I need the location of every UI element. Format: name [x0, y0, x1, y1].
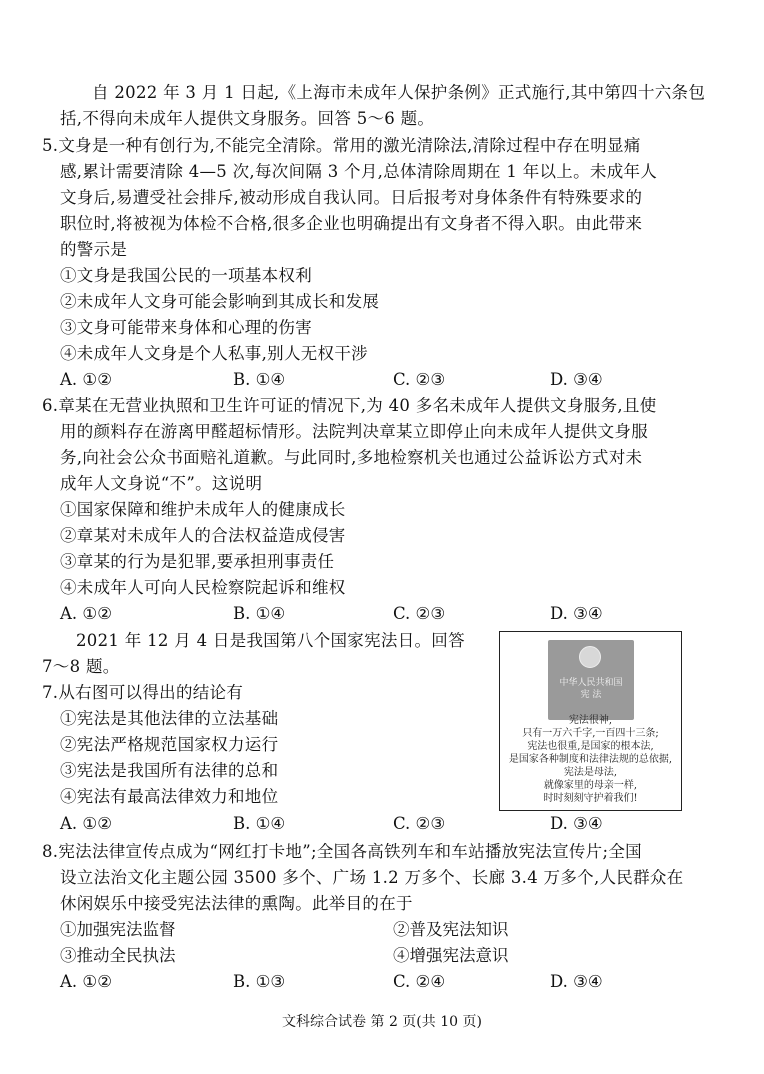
q7-item: ②宪法严格规范国家权力运行	[60, 735, 279, 754]
q5-item: ①文身是我国公民的一项基本权利	[60, 266, 312, 285]
q6-options	[0, 601, 764, 627]
q5-item: ②未成年人文身可能会影响到其成长和发展	[60, 292, 380, 311]
q5-option-b[interactable]: B. ①④	[233, 370, 286, 389]
intro-7-8-line-1: 2021 年 12 月 4 日是我国第八个国家宪法日。回答	[76, 631, 465, 650]
q6-stem-line: 6.章某在无营业执照和卫生许可证的情况下,为 40 多名未成年人提供文身服务,且使	[42, 396, 657, 415]
q6-option-a[interactable]: A. ①②	[60, 604, 112, 623]
q8-option-a[interactable]: A. ①②	[60, 972, 112, 991]
intro-5-6-line-1: 自 2022 年 3 月 1 日起,《上海市未成年人保护条例》正式施行,其中第四十六条包	[92, 83, 706, 102]
intro-5-6-line-2: 括,不得向未成年人提供文身服务。回答 5～6 题。	[60, 109, 435, 128]
figure-text-line: 就像家里的母亲一样,	[543, 780, 638, 791]
q5-stem-line: 5.文身是一种有创行为,不能完全清除。常用的激光清除法,清除过程中存在明显痛	[42, 136, 641, 155]
q6-option-c[interactable]: C. ②③	[393, 604, 446, 623]
figure-text-line: 只有一万六千字,一百四十三条;	[522, 728, 659, 739]
q5-stem-line: 的警示是	[60, 240, 128, 259]
q8-option-b[interactable]: B. ①③	[233, 972, 286, 991]
q6-stem-line: 用的颜料存在游离甲醛超标情形。法院判决章某立即停止向未成年人提供文身服	[60, 422, 648, 441]
constitution-book-cover	[548, 640, 634, 720]
book-subtitle: 宪 法	[580, 690, 602, 700]
q8-options	[0, 969, 764, 995]
q6-option-d[interactable]: D. ③④	[550, 604, 603, 623]
q5-stem-line: 感,累计需要清除 4—5 次,每次间隔 3 个月,总体清除周期在 1 年以上。未成年人	[60, 162, 658, 181]
q5-item: ④未成年人文身是个人私事,别人无权干涉	[60, 344, 368, 363]
q6-item: ①国家保障和维护未成年人的健康成长	[60, 500, 346, 519]
q7-item: ①宪法是其他法律的立法基础	[60, 709, 279, 728]
q5-item: ③文身可能带来身体和心理的伤害	[60, 318, 312, 337]
q8-option-c[interactable]: C. ②④	[393, 972, 446, 991]
q6-option-b[interactable]: B. ①④	[233, 604, 286, 623]
figure-text-line: 宪法也很重,是国家的根本法,	[527, 741, 654, 752]
figure-text-line: 时时刻刻守护着我们!	[543, 793, 638, 804]
figure-text-line: 是国家各种制度和法律法规的总依据,	[508, 754, 673, 765]
q5-option-c[interactable]: C. ②③	[393, 370, 446, 389]
figure-text-line: 宪法很神,	[568, 715, 613, 726]
q7-item: ③宪法是我国所有法律的总和	[60, 761, 279, 780]
q7-item: ④宪法有最高法律效力和地位	[60, 787, 279, 806]
q6-item: ③章某的行为是犯罪,要承担刑事责任	[60, 552, 335, 571]
q6-stem-line: 成年人文身说“不”。这说明	[60, 474, 263, 493]
q7-option-b[interactable]: B. ①④	[233, 814, 286, 833]
book-title: 中华人民共和国	[559, 678, 623, 688]
q8-item: ②普及宪法知识	[393, 920, 509, 939]
intro-7-8-line-2: 7～8 题。	[42, 657, 120, 676]
constitution-figure	[499, 631, 682, 811]
q6-stem-line: 务,向社会公众书面赔礼道歉。与此同时,多地检察机关也通过公益诉讼方式对未	[60, 448, 643, 467]
q5-stem-line: 职位时,将被视为体检不合格,很多企业也明确提出有文身者不得入职。由此带来	[60, 214, 643, 233]
q7-option-c[interactable]: C. ②③	[393, 814, 446, 833]
q7-option-a[interactable]: A. ①②	[60, 814, 112, 833]
q6-item: ④未成年人可向人民检察院起诉和维权	[60, 578, 346, 597]
page-footer: 文科综合试卷 第 2 页(共 10 页)	[282, 1014, 482, 1030]
q8-stem-line: 设立法治文化主题公园 3500 多个、广场 1.2 万多个、长廊 3.4 万多个,人民群众在	[60, 868, 684, 887]
q5-option-a[interactable]: A. ①②	[60, 370, 112, 389]
q8-item: ④增强宪法意识	[393, 946, 509, 965]
figure-text-line: 宪法是母法,	[563, 767, 618, 778]
q8-stem-line: 休闲娱乐中接受宪法法律的熏陶。此举目的在于	[60, 894, 413, 913]
q8-option-d[interactable]: D. ③④	[550, 972, 603, 991]
q7-option-d[interactable]: D. ③④	[550, 814, 603, 833]
q8-stem-line: 8.宪法法律宣传点成为“网红打卡地”;全国各高铁列车和车站播放宪法宣传片;全国	[42, 842, 642, 861]
q5-stem-line: 文身后,易遭受社会排斥,被动形成自我认同。日后报考对身体条件有特殊要求的	[60, 188, 643, 207]
national-emblem-icon	[579, 646, 601, 668]
q6-item: ②章某对未成年人的合法权益造成侵害	[60, 526, 346, 545]
q8-item: ①加强宪法监督	[60, 920, 176, 939]
q5-option-d[interactable]: D. ③④	[550, 370, 603, 389]
q5-options	[0, 367, 764, 393]
q8-item: ③推动全民执法	[60, 946, 176, 965]
q8-items-row-1	[0, 917, 764, 943]
q7-options	[0, 811, 764, 837]
q8-items-row-2	[0, 943, 764, 969]
q7-stem: 7.从右图可以得出的结论有	[42, 683, 244, 702]
